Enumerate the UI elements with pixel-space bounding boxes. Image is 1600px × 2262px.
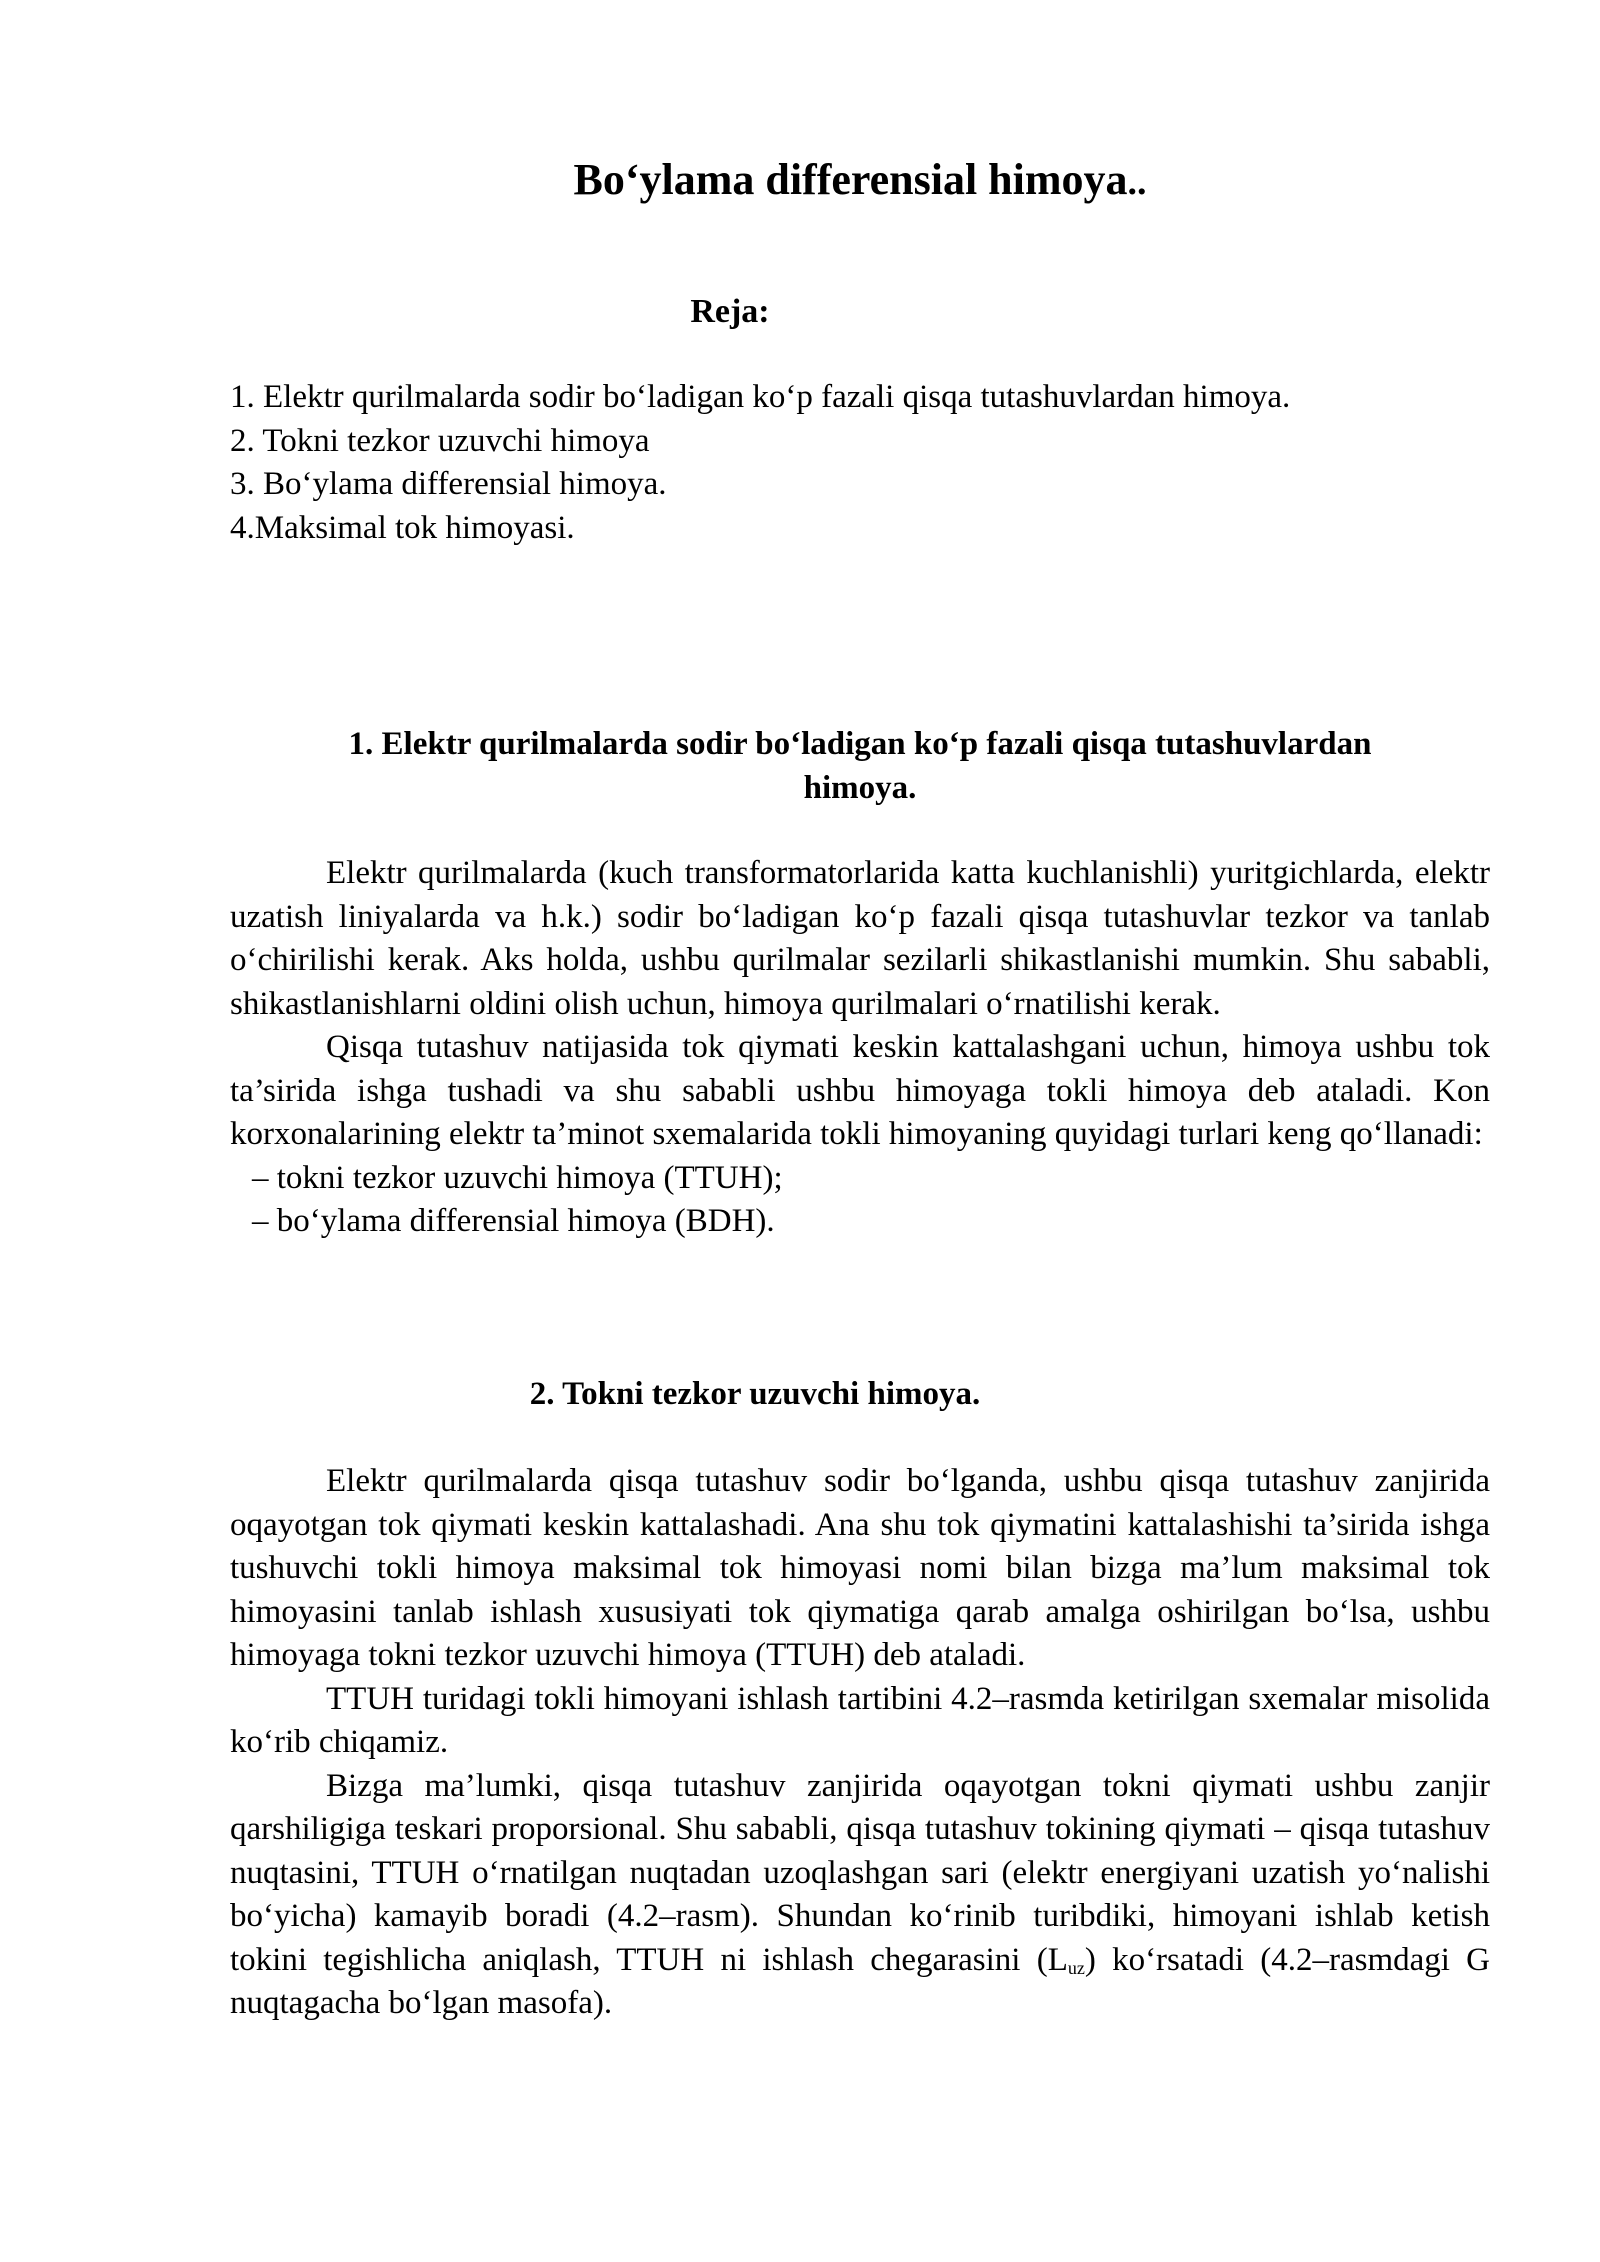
- section1-body: [230, 852, 1490, 1244]
- plan-item: 4.Maksimal tok himoyasi.: [230, 509, 575, 546]
- formula-symbol: L: [1047, 1941, 1068, 1978]
- section1-heading: [230, 722, 1490, 810]
- paragraph-text: ) ko‘rsatadi (4.2–rasmdagi G nuqtagacha bo‘lgan masofa).: [230, 1941, 1490, 2021]
- plan-item: 1. Elektr qurilmalarda sodir bo‘ladigan ko‘p fazali qisqa tutashuvlardan himoya.: [230, 379, 1291, 415]
- paragraph-text: Bizga ma’lumki, qisqa tutashuv zanjirida oqayotgan tokni qiymati ushbu zanjir qarshiligiga teskari proporsional. Shu sababli, qisqa tutashuv tokining qiymati – qisqa tutashuv nuqtasini, TTUH o‘rnatilgan nuqtadan uzoqlashgan sari (elektr energiyani uzatish yo‘nalishi bo‘yicha) kamayib boradi (4.2–rasm). Shundan ko‘rinib turibdiki, himoyani ishlab ketish tokini tegishlicha aniqlash, TTUH ni ishlash chegarasini (: [230, 1767, 1490, 1978]
- section2-paragraph: [230, 1765, 1490, 2026]
- document-title: [230, 152, 1490, 210]
- title-dots: ..: [1127, 161, 1147, 203]
- title-text: Bo‘ylama differensial himoya: [573, 155, 1128, 204]
- section2-heading: 2. Tokni tezkor uzuvchi himoya.: [529, 1376, 981, 1412]
- section2-paragraph: Elektr qurilmalarda qisqa tutashuv sodir bo‘lganda, ushbu qisqa tutashuv zanjirida oqayotgan tok qiymati keskin kattalashadi. Ana shu tok qiymatini kattalashishi ta’sirida ishga tushuvchi tokli himoya maksimal tok himoyasi nomi bilan bizga ma’lum maksimal tok himoyasini tanlab ishlash xususiyati tok qiymatiga qarab amalga oshirilgan bo‘lsa, ushbu himoyaga tokni tezkor uzuvchi himoya (TTUH) deb ataladi.: [230, 1463, 1490, 1673]
- section1-heading-line2: himoya.: [803, 770, 917, 806]
- dash-list-item: – tokni tezkor uzuvchi himoya (TTUH);: [252, 1159, 783, 1196]
- section1-heading-line1: 1. Elektr qurilmalarda sodir bo‘ladigan ko‘p fazali qisqa tutashuvlardan: [348, 726, 1372, 762]
- section2-paragraph: TTUH turidagi tokli himoyani ishlash tartibini 4.2–rasmda ketirilgan sxemalar misolida ko‘rib chiqamiz.: [230, 1680, 1490, 1760]
- plan-list: [230, 376, 1490, 550]
- plan-item: 3. Bo‘ylama differensial himoya.: [230, 466, 667, 502]
- section1-paragraph: Qisqa tutashuv natijasida tok qiymati keskin kattalashgani uchun, himoya ushbu tok ta’sirida ishga tushadi va shu sababli ushbu himoyaga tokli himoya deb ataladi. Kon korxonalarining elektr ta’minot sxemalarida tokli himoyaning quyidagi turlari keng qo‘llanadi:: [230, 1029, 1490, 1152]
- formula-subscript: uz: [1067, 1957, 1085, 1978]
- plan-item: 2. Tokni tezkor uzuvchi himoya: [230, 422, 650, 459]
- section1-paragraph: Elektr qurilmalarda (kuch transformatorlarida katta kuchlanishli) yuritgichlarda, elektr uzatish liniyalarda va h.k.) sodir bo‘ladigan ko‘p fazali qisqa tutashuvlar tezkor va tanlab o‘chirilishi kerak. Aks holda, ushbu qurilmalar sezilarli shikastlanishi mumkin. Shu sababli, shikastlanishlarni oldini olish uchun, himoya qurilmalari o‘rnatilishi kerak.: [230, 855, 1490, 1022]
- section2-body: [230, 1460, 1490, 2026]
- dash-list-item: – bo‘ylama differensial himoya (BDH).: [252, 1203, 775, 1239]
- plan-heading: Reja:: [690, 293, 770, 330]
